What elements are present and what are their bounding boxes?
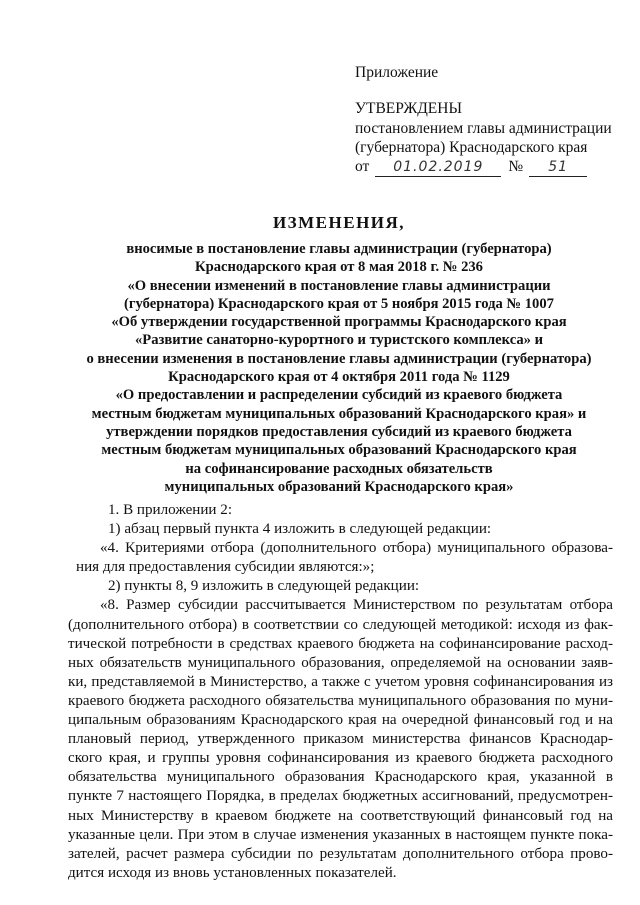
paragraph-5-line: пункте 7 настоящего Порядка, в пределах бюджетных ассигнований, предусмотрен-: [68, 788, 613, 805]
paragraph-4: 2) пункты 8, 9 изложить в следующей редакции:: [108, 578, 420, 595]
paragraph-5-line: указанные цели. При этом в случае изменения указанных в настоящем пункте пока-: [68, 826, 613, 843]
paragraph-5-line: дится исходя из вновь установленных показателей.: [68, 864, 397, 881]
title-line: муниципальных образований Краснодарского края»: [164, 478, 514, 495]
paragraph-5-line: краевого бюджета расходного обязательства муниципального образования по муни-: [68, 692, 613, 709]
title-line: вносимые в постановление главы администрации (губернатора): [126, 241, 552, 257]
document-heading: ИЗМЕНЕНИЯ,: [272, 213, 406, 232]
date-number-row: [355, 157, 625, 177]
title-line: «Об утверждении государственной программы Краснодарского края: [111, 314, 567, 331]
approval-line-2: (губернатора) Краснодарского края: [355, 139, 588, 156]
title-line: утверждении порядков предоставления субсидий из краевого бюджета: [106, 423, 572, 440]
document-title-block: [60, 213, 618, 496]
title-line: Краснодарского края от 8 мая 2018 г. № 236: [195, 259, 483, 276]
paragraph-5-line: плановый период, утвержденного приказом министерства финансов Краснодар-: [68, 731, 613, 748]
paragraph-2: 1) абзац первый пункта 4 изложить в следующей редакции:: [108, 521, 492, 538]
paragraph-5-line: (дополнительного отбора) в соответствии со следующей методикой: исходя из фак-: [68, 616, 613, 633]
handwritten-number: 51: [548, 159, 569, 175]
paragraph-5-line: обязательства муниципального образования Краснодарского края, указанной в: [68, 769, 613, 786]
annex-label: Приложение: [355, 64, 439, 81]
handwritten-date: 01.02.2019: [393, 159, 484, 175]
title-line: Краснодарского края от 4 октября 2011 года № 1129: [168, 369, 510, 386]
title-line: «О внесении изменений в постановление главы администрации: [127, 277, 551, 294]
paragraph-3-line-2: ния для предоставления субсидии являются:»;: [76, 559, 375, 576]
title-line: (губернатора) Краснодарского края от 5 ноября 2015 года № 1007: [124, 295, 554, 312]
paragraph-5-line: зателей, расчет размера субсидии по результатам дополнительного отбора прово-: [68, 845, 613, 862]
from-label: от: [355, 158, 370, 175]
approval-block: [355, 63, 625, 177]
approved-label: УТВЕРЖДЕНЫ: [355, 100, 462, 117]
title-line: на софинансирование расходных обязательств: [185, 460, 493, 477]
paragraph-5-line: ных обязательств муниципального образования, определяемой на основании заяв-: [68, 654, 613, 671]
title-line: местным бюджетам муниципальных образований Краснодарского края» и: [91, 405, 587, 422]
paragraph-5-line: «8. Размер субсидии рассчитывается Министерством по результатам отбора: [100, 597, 613, 614]
paragraph-5-line: ки, представляемой в Министерство, а также с учетом уровня софинансирования из: [68, 673, 613, 690]
number-label: №: [508, 158, 524, 175]
date-field: [375, 159, 501, 177]
document-body: [68, 501, 613, 883]
title-line: «Развитие санаторно-курортного и туристского комплекса» и: [135, 332, 543, 349]
paragraph-5-line: ных Министерству в краевом бюджете на соответствующий финансовый год на: [68, 807, 613, 824]
paragraph-5-line: тической потребности в средствах краевого бюджета на софинансирование расход-: [68, 635, 613, 652]
number-field: [529, 159, 587, 177]
approval-line-1: постановлением главы администрации: [355, 120, 612, 137]
paragraph-3-line-1: «4. Критериями отбора (дополнительного отбора) муниципального образова-: [100, 540, 613, 557]
title-line: местным бюджетам муниципальных образований Краснодарского края: [101, 442, 577, 459]
title-line: о внесении изменения в постановление главы администрации (губернатора): [86, 350, 592, 367]
paragraph-1: 1. В приложении 2:: [108, 502, 233, 518]
title-line: «О предоставлении и распределении субсидий из краевого бюджета: [115, 387, 563, 404]
title-lines: [60, 240, 618, 496]
paragraph-5: [68, 596, 613, 882]
paragraph-5-line: ципальным образованиям Краснодарского края на очередной финансовый год и на: [68, 712, 613, 729]
paragraph-5-line: ского края, и группы уровня софинансирования из краевого бюджета расходного: [68, 750, 613, 767]
